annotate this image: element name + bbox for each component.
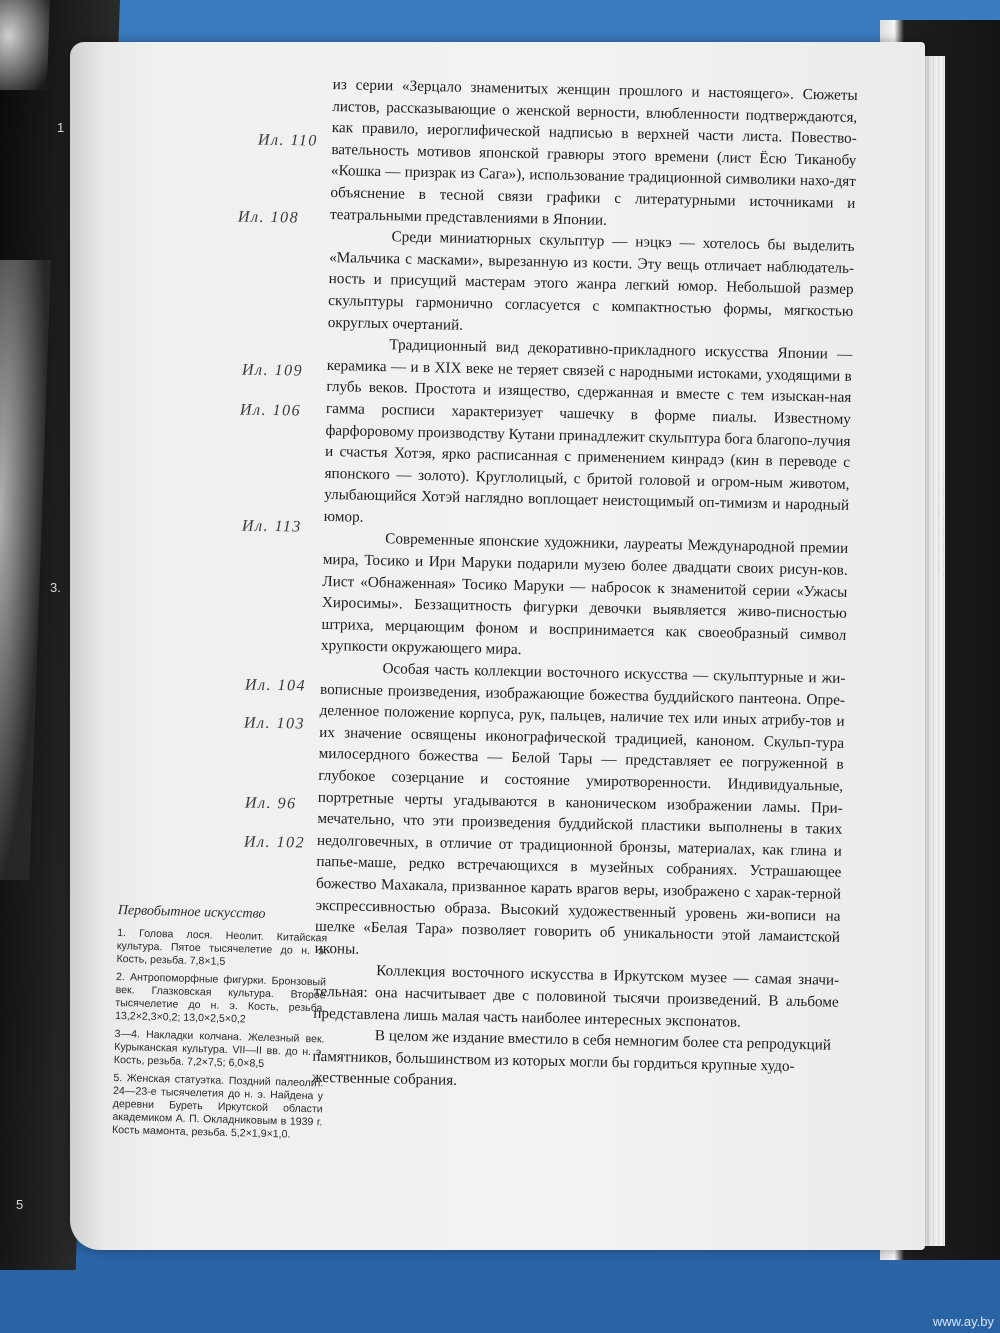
illustration-ref-110: Ил. 110 [257, 131, 318, 150]
illustration-ref-109: Ил. 109 [241, 361, 304, 380]
left-page-number-1: 1 [57, 120, 65, 135]
illustration-ref-113: Ил. 113 [241, 517, 302, 536]
spine-marks: · · · · · · · · [942, 472, 945, 580]
paragraph-1: из серии «Зерцало знаменитых женщин прошлого и настоящего». Сюжеты листов, рассказывающие о женской верности, влюбленности подтверждаются, как правило, иероглифической надписью в верхней части листа. Повество-вательность мотивов японской гравюры этого времени (лист Ёсю Тиканобу «Кошка — призрак из Сага»), использование традиционной символики нахо-дят объяснение в тесной связи графики с литературными источниками и театральными представлениями в Японии. [329, 75, 858, 229]
illustration-ref-102: Ил. 102 [243, 833, 306, 852]
illustration-ref-108: Ил. 108 [237, 208, 300, 227]
paragraph-4: Современные японские художники, лауреаты Международной премии мира, Тосико и Ири Маруки подарили музею более двадцати своих рисун-ков. Лист «Обнаженная» Тосико Маруки — набросок к знаменитой серии «Ужасы Хиросимы». Беззащитность фигурки девочки выявляется живо-писностью штриха, мерцающим фоном и воспринимается как своеобразный символ хрупкости окружающего мира. [320, 530, 849, 659]
caption-block [112, 903, 328, 1147]
illustration-ref-104: Ил. 104 [244, 676, 307, 695]
left-page-number-3: 3. [50, 580, 61, 595]
caption-title: Первобытное искусство [117, 903, 266, 922]
watermark: www.ay.by [932, 1314, 994, 1329]
caption-item-2: 2. Антропоморфные фигурки. Бронзовый век. Глазковская культура. Второе тысячелетие до н. э. Кость, резьба. 13,2×2,3×0,2; 13,0×2,5×0,2 [114, 970, 327, 1026]
main-text [312, 74, 858, 1100]
caption-item-3: 3—4. Накладки колчана. Железный век. Курыканская культура. VII—II вв. до н. э. Кость, резьба. 7,2×7,5; 6,0×8,5 [113, 1027, 325, 1070]
left-page-photo [0, 260, 51, 880]
paragraph-2: Среди миниатюрных скульптур — нэцкэ — хотелось бы выделить «Мальчика с масками», вырезанную из кости. Эту вещь отличает наблюдатель-ность и присущий мастерам этого жанра легкий юмор. Небольшой размер скульптуры гармонично согласуется с компактностью формы, мягкостью округлых очертаний. [327, 228, 855, 334]
illustration-ref-106: Ил. 106 [239, 401, 302, 420]
paragraph-3: Традиционный вид декоративно-прикладного искусства Японии — керамика — и в XIX веке не теряет связей с народными истоками, уходящими в глубь веков. Простота и изящество, сдержанная и вместе с тем изыскан-ная гамма росписи характеризует чашечку в форме пиалы. Известному фарфоровому производству Кутани принадлежит скульптура бога благопо-лучия и счастья Хотэя, ярко расписанная с применением кинрадэ (кин в переводе с японского — золото). Круглолицый, с бритой головой и огром-ным животом, улыбающийся Хотэй наглядно воплощает неистощимый оп-тимизм и народный юмор. [323, 336, 853, 526]
caption-item-1: 1. Голова лося. Неолит. Китайская культура. Пятое тысячелетие до н. э. Кость, резьба. 7,8×1,5 [116, 926, 328, 968]
left-page-number-5: 5 [16, 1197, 24, 1212]
paragraph-6: Коллекция восточного искусства в Иркутском музее — самая значи-тельная: она насчитывает две с половиной тысячи произведений. В альбоме представлена лишь малая часть наиболее интересных экспонатов. [313, 962, 840, 1031]
caption-item-5: 5. Женская статуэтка. Поздний палеолит. 24—23-е тысячелетия до н. э. Найдена у деревни Буреть Иркутской области академиком А. П. Окладниковым в 1939 г. Кость мамонта, резьба. 5,2×1,9×1,0. [111, 1071, 324, 1141]
illustration-ref-96: Ил. 96 [244, 794, 297, 813]
left-page-photo-top [0, 0, 50, 90]
paragraph-5: Особая часть коллекции восточного искусства — скульптурные и жи-вописные произведения, изображающие божества буддийского пантеона. Опре-деленное положение корпуса, рук, пальцев, наличие тех или иных атрибу-тов и их значение освящены иконографической традицией, каноном. Скульп-тура милосердного божества — Белой Тары — представляет ее погруженной в глубокое созерцание и состояние умиротворенности. Индивидуальные, портретные черты угадываются в каноническом изображении ламы. При-мечательно, что эти произведения буддийской пластики выполнены в таких недолговечных, в отличие от традиционной бронзы, материалах, как глина и папье-маше, редко встречающихся в музейных собраниях. Устрашающее божество Махакала, призванное карать врагов веры, изображено с харак-терной экспрессивностью образа. Высокий художественный уровень жи-вописи на шелке «Белая Тара» позволяет говорить об уникальности этой ламаистской иконы. [314, 660, 846, 958]
illustration-ref-103: Ил. 103 [243, 714, 306, 733]
paragraph-7: В целом же издание вместило в себя немногим более ста репродукций памятников, большинством из которых могли бы гордиться крупные худо-жественные собрания. [311, 1027, 832, 1090]
